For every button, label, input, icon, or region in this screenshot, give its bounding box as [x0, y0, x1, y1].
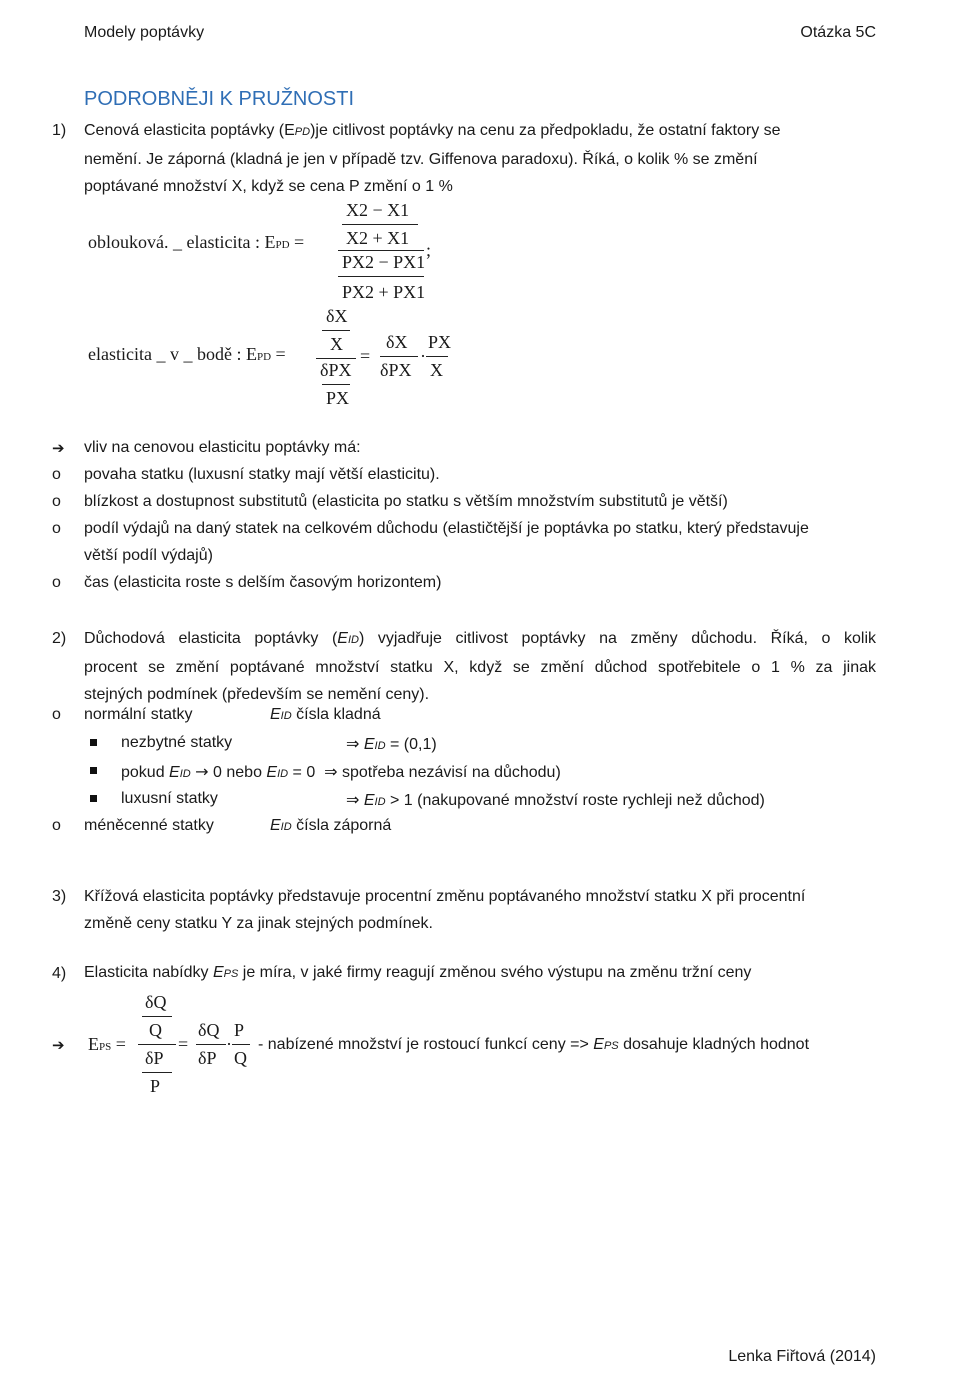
luxury-goods-value: ⇒ EID > 1 (nakupované množství roste rychleji než důchod) [346, 790, 765, 809]
supply-note: - nabízené množství je rostoucí funkcí ceny => EPS dosahuje kladných hodnot [258, 1036, 810, 1053]
supply-a-den: δP [145, 1048, 164, 1068]
necessary-goods: nezbytné statky [121, 734, 233, 751]
item3-line2: změně ceny statku Y za jinak stejných podmínek. [84, 915, 433, 932]
item2-number: 2) [52, 630, 67, 647]
item1-line1a: Cenová elasticita poptávky (E [84, 122, 295, 139]
inferior-goods-value: EID čísla záporná [270, 817, 392, 834]
item2-line2: procent se změní poptávané množství statku X, když se změní důchod spotřebitele o 1 % za jinak [84, 659, 876, 676]
normal-goods: normální statky [84, 706, 193, 723]
footer-author: Lenka Fiřtová (2014) [728, 1348, 876, 1365]
item1-text [84, 117, 876, 200]
necessary-goods-value: ⇒ EID = (0,1) [346, 734, 437, 753]
supply-dot: · [226, 1034, 232, 1054]
circle-bullet-icon: o [52, 493, 61, 510]
item3-line1: Křížová elasticita poptávky představuje procentní změnu poptávaného množství statku X při procentní [84, 888, 806, 905]
arc-bot-fraction-bar [338, 276, 424, 277]
circle-bullet-icon: o [52, 466, 61, 483]
header-right: Otázka 5C [800, 24, 876, 41]
arc-top-fraction-bar [342, 224, 418, 225]
arrow-right-icon: ➔ [52, 1036, 65, 1054]
point-b-bar [380, 356, 418, 357]
arc-top-num: X2 − X1 [346, 200, 410, 220]
supply-a-num-bar [142, 1016, 172, 1017]
circle-bullet-icon: o [52, 520, 61, 537]
pokud-line: pokud EID → 0 nebo EID = 0 ⇒ spotřeba nezávisí na důchodu) [121, 762, 561, 781]
point-a-den: δPX [320, 360, 352, 380]
point-a-num: δX [326, 306, 348, 326]
item4-number: 4) [52, 965, 67, 982]
supply-b-bar [196, 1044, 226, 1045]
tends-to-arrow-icon: → [195, 762, 209, 781]
supply-a-main-bar [138, 1044, 176, 1045]
supply-a-den-bar [142, 1072, 172, 1073]
influence-item: povaha statku (luxusní statky mají větší elasticitu). [84, 466, 440, 483]
square-bullet-icon [90, 795, 97, 802]
circle-bullet-icon: o [52, 706, 61, 723]
section-title: PODROBNĚJI K PRUŽNOSTI [84, 88, 355, 110]
arc-top-den: X2 + X1 [346, 228, 410, 248]
point-a-den2: PX [326, 388, 350, 408]
arc-semicolon: ; [426, 240, 432, 260]
arrow-right-icon: ➔ [52, 439, 65, 457]
luxury-goods: luxusní statky [121, 790, 218, 807]
item2-text: Důchodová elasticita poptávky (EID) vyjadřuje citlivost poptávky na změny důchodu. Říká, o kolik procent se změní poptávané množství statku X, když se změní důchod spotřebitele o 1 % za jinak stejných podmínek (především se nemění ceny). [84, 625, 876, 708]
item3-number: 3) [52, 888, 67, 905]
influence-item-cont: větší podíl výdajů) [84, 547, 213, 564]
item1-line3: poptávané množství X, když se cena P změní o 1 % [84, 178, 453, 195]
influence-item: čas (elasticita roste s delším časovým horizontem) [84, 574, 442, 591]
influence-item: podíl výdajů na daný statek na celkovém důchodu (elastičtější je poptávka po statku, který představuje [84, 520, 809, 537]
supply-b-den: δP [198, 1048, 217, 1068]
point-c-bar [426, 356, 448, 357]
implies-icon: ⇒ [324, 762, 338, 781]
item3-text [84, 883, 876, 937]
square-bullet-icon [90, 767, 97, 774]
supply-b-num: δQ [198, 1020, 220, 1040]
header-left: Modely poptávky [84, 24, 205, 41]
supply-label: EPS = [88, 1034, 126, 1054]
circle-bullet-icon: o [52, 817, 61, 834]
arc-bot-num: PX2 − PX1 [342, 252, 426, 272]
point-a-main-bar [316, 358, 356, 359]
point-b-num: δX [386, 332, 408, 352]
arc-main-fraction-bar [338, 250, 424, 251]
supply-equals: = [178, 1034, 189, 1054]
supply-c-num: P [234, 1020, 245, 1040]
point-equals: = [360, 346, 371, 366]
point-label: elasticita _ v _ bodě : EPD = [88, 344, 286, 364]
arc-label: oblouková. _ elasticita : EPD = [88, 232, 305, 252]
implies-icon: ⇒ [346, 734, 360, 753]
arc-bot-den: PX2 + PX1 [342, 282, 426, 302]
influences-intro: vliv na cenovou elasticitu poptávky má: [84, 439, 361, 456]
point-a-num2: X [330, 334, 343, 354]
normal-goods-value: EID čísla kladná [270, 706, 381, 723]
point-a-den-bar [322, 384, 350, 385]
supply-a-den2: P [150, 1076, 161, 1096]
square-bullet-icon [90, 739, 97, 746]
inferior-goods: méněcenné statky [84, 817, 214, 834]
point-c-num: PX [428, 332, 452, 352]
item1-number: 1) [52, 122, 67, 139]
item4-text: Elasticita nabídky EPS je míra, v jaké firmy reagují změnou svého výstupu na změnu tržní ceny [84, 964, 752, 981]
item1-sub: PD [294, 126, 311, 138]
supply-c-bar [232, 1044, 250, 1045]
item1-line1b: )je citlivost poptávky na cenu za předpokladu, že ostatní faktory se [310, 122, 781, 139]
point-b-den: δPX [380, 360, 412, 380]
implies-icon: ⇒ [346, 790, 360, 809]
item2-line3: stejných podmínek (především se nemění ceny). [84, 686, 430, 703]
supply-c-den: Q [234, 1048, 247, 1068]
point-c-den: X [430, 360, 443, 380]
supply-a-num2: Q [149, 1020, 162, 1040]
influence-item: blízkost a dostupnost substitutů (elasticita po statku s větším množstvím substitutů je větší) [84, 493, 728, 510]
point-dot: · [420, 346, 426, 366]
point-a-num-bar [322, 330, 350, 331]
circle-bullet-icon: o [52, 574, 61, 591]
item1-line2: nemění. Je záporná (kladná je jen v případě tzv. Giffenova paradoxu). Říká, o kolik % se změní [84, 151, 758, 168]
supply-a-num: δQ [145, 992, 167, 1012]
